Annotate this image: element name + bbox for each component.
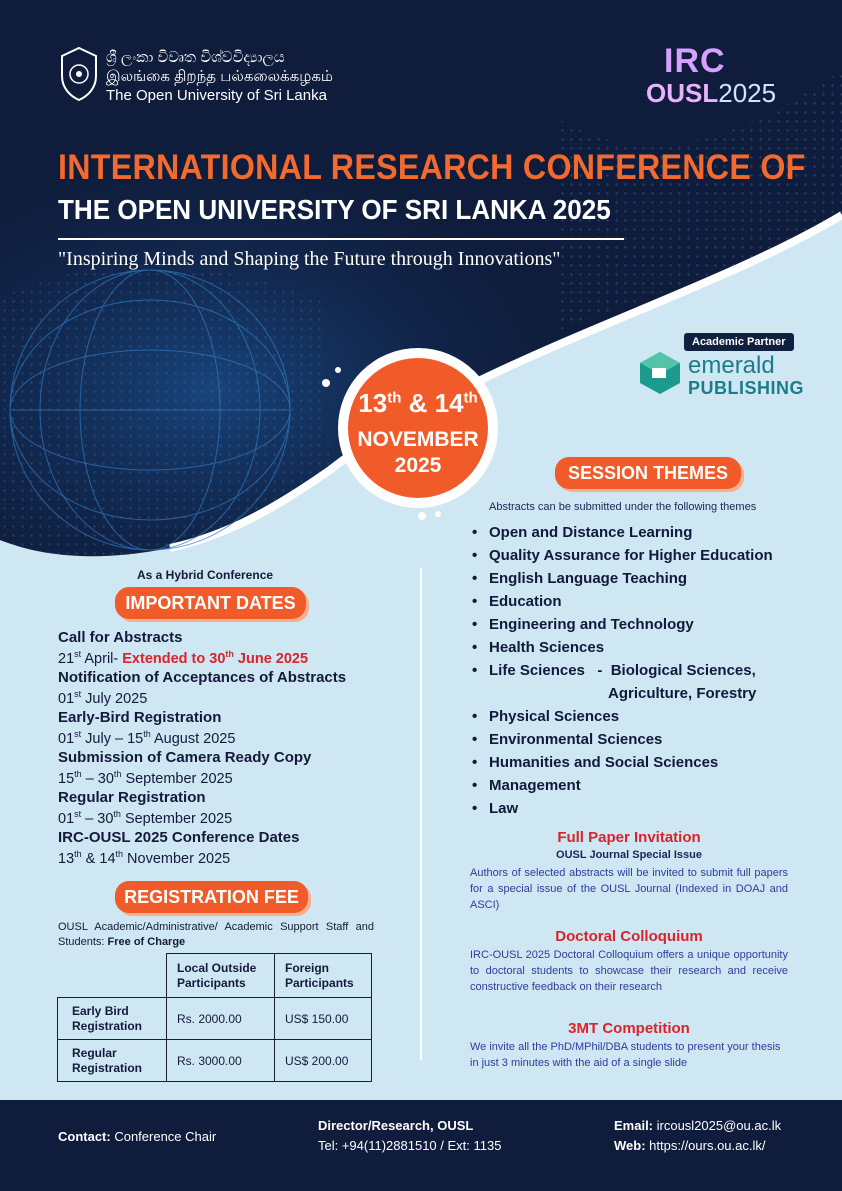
- session-themes-heading: SESSION THEMES: [555, 457, 741, 489]
- conference-tagline: "Inspiring Minds and Shaping the Future through Innovations": [58, 248, 561, 270]
- date-label: Call for Abstracts: [58, 629, 183, 646]
- event-days: 13th & 14th: [358, 388, 478, 418]
- table-cell-foreign: US$ 200.00: [275, 1040, 372, 1082]
- date-value: 15th – 30th September 2025: [58, 769, 233, 787]
- important-dates-heading: IMPORTANT DATES: [115, 587, 306, 619]
- table-row: [58, 1040, 372, 1082]
- theme-item: • Quality Assurance for Higher Education: [472, 547, 812, 570]
- footer-director: Director/Research, OUSL: [318, 1118, 474, 1133]
- academic-partner-badge: Academic Partner: [684, 333, 794, 351]
- table-row: [58, 998, 372, 1040]
- theme-item: • Law: [472, 800, 812, 823]
- session-themes-list: [472, 524, 812, 823]
- university-name-tamil: இலங்கை திறந்த பல்கலைக்கழகம்: [106, 68, 333, 85]
- date-value: 13th & 14th November 2025: [58, 849, 231, 867]
- date-label: Early-Bird Registration: [58, 709, 222, 726]
- emerald-logo-word: emerald: [688, 352, 775, 379]
- date-label: Notification of Acceptances of Abstracts: [58, 669, 347, 686]
- theme-item-continuation: Agriculture, Forestry: [608, 685, 757, 702]
- university-name-block: [106, 48, 333, 105]
- date-label: IRC-OUSL 2025 Conference Dates: [58, 829, 300, 846]
- doctoral-colloquium-heading: Doctoral Colloquium: [555, 928, 703, 945]
- full-paper-heading: Full Paper Invitation: [557, 829, 701, 846]
- footer-telephone: Tel: +94(11)2881510 / Ext: 1135: [318, 1138, 502, 1153]
- theme-item: • Education: [472, 593, 812, 616]
- irc-ousl-logo: [646, 42, 796, 112]
- theme-item: • Health Sciences: [472, 639, 812, 662]
- important-dates-list: [58, 629, 418, 869]
- theme-item: • Management: [472, 777, 812, 800]
- emerald-logo-icon: [638, 350, 682, 396]
- three-mt-heading: 3MT Competition: [568, 1020, 690, 1037]
- conference-title-line1: INTERNATIONAL RESEARCH CONFERENCE OF: [58, 148, 806, 187]
- table-cell-foreign: US$ 150.00: [275, 998, 372, 1040]
- registration-fee-note: OUSL Academic/Administrative/ Academic Support Staff and Students: Free of Charge: [58, 921, 374, 948]
- theme-item: • Environmental Sciences: [472, 731, 812, 754]
- university-name-english: The Open University of Sri Lanka: [106, 87, 327, 104]
- emerald-publishing-logo: [638, 350, 805, 400]
- university-name-sinhala: ශ්‍රී ලංකා විවෘත විශ්වවිද්‍යාලය: [106, 49, 285, 66]
- theme-item: • Physical Sciences: [472, 708, 812, 731]
- table-row: [58, 954, 372, 998]
- irc-logo-subtext: OUSL2025: [646, 78, 777, 108]
- conference-title-line2: THE OPEN UNIVERSITY OF SRI LANKA 2025: [58, 194, 611, 225]
- event-date-badge: [338, 348, 498, 508]
- doctoral-colloquium-body: IRC-OUSL 2025 Doctoral Colloquium offers a unique opportunity to doctoral students to showcase their research and receive constructive feedback on their research: [470, 949, 788, 993]
- footer-contact: Contact: Conference Chair: [58, 1129, 217, 1144]
- date-label: Submission of Camera Ready Copy: [58, 749, 312, 766]
- table-cell-local: Rs. 3000.00: [167, 1040, 275, 1082]
- title-divider: [58, 238, 624, 240]
- registration-fee-heading: REGISTRATION FEE: [115, 881, 308, 913]
- theme-item: • English Language Teaching: [472, 570, 812, 593]
- footer-website-link[interactable]: Web: https://ours.ou.ac.lk/: [614, 1138, 766, 1153]
- three-mt-body: We invite all the PhD/MPhil/DBA students to present your thesis in just 3 minutes with the aid of a single slide: [470, 1041, 781, 1069]
- date-value: 01st July – 15th August 2025: [58, 729, 236, 747]
- event-year: 2025: [394, 454, 442, 477]
- theme-item: • Life Sciences - Biological Sciences,: [472, 662, 812, 685]
- event-month: NOVEMBER: [357, 428, 479, 451]
- table-row-label: Early Bird Registration: [58, 998, 167, 1040]
- full-paper-subheading: OUSL Journal Special Issue: [556, 849, 702, 861]
- table-row-label: Regular Registration: [58, 1040, 167, 1082]
- session-themes-intro: Abstracts can be submitted under the following themes: [489, 501, 757, 513]
- registration-fee-table: [57, 953, 372, 1082]
- theme-item: • Open and Distance Learning: [472, 524, 812, 547]
- table-cell-local: Rs. 2000.00: [167, 998, 275, 1040]
- full-paper-body: Authors of selected abstracts will be invited to submit full papers for a special issue of the OUSL Journal (Indexed in DOAJ and ASCI): [470, 867, 788, 911]
- ousl-crest-icon: [58, 46, 100, 102]
- hybrid-conference-note: As a Hybrid Conference: [137, 568, 274, 582]
- theme-item: • Humanities and Social Sciences: [472, 754, 812, 777]
- date-value: 01st – 30th September 2025: [58, 809, 233, 827]
- date-label: Regular Registration: [58, 789, 206, 806]
- emerald-logo-publishing: PUBLISHING: [688, 378, 805, 398]
- table-header-local: Local Outside Participants: [167, 954, 275, 998]
- date-value: 21st April- Extended to 30th June 2025: [58, 649, 309, 667]
- table-header-foreign: Foreign Participants: [275, 954, 372, 998]
- date-value: 01st July 2025: [58, 689, 148, 707]
- theme-item: • Engineering and Technology: [472, 616, 812, 639]
- footer-email[interactable]: Email: ircousl2025@ou.ac.lk: [614, 1118, 782, 1133]
- irc-logo-text: IRC: [664, 42, 726, 80]
